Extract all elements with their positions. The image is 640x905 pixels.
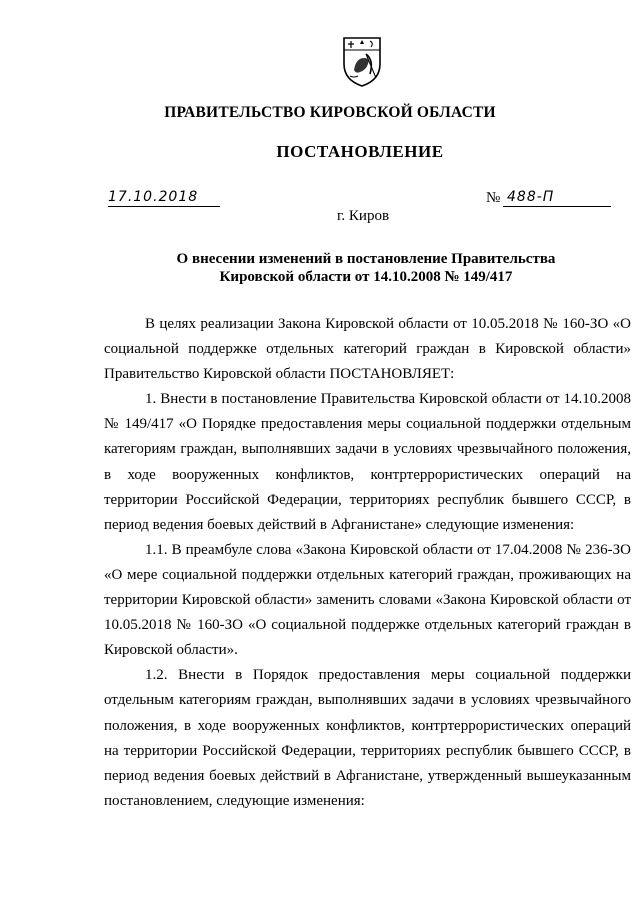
document-title [0,250,640,286]
paragraph-preamble: В целях реализации Закона Кировской области от 10.05.2018 № 160-ЗО «О социальной поддержке отдельных категорий граждан в Кировской области» Правительство Кировской области ПОСТАНОВЛЯЕТ: [104,316,631,383]
paragraph-item-1-1: 1.1. В преамбуле слова «Закона Кировской области от 17.04.2008 № 236-ЗО «О мере социальной поддержки отдельных категорий граждан, проживающих на территории Кировской области» заменить словами «Закона Кировской области от 10.05.2018 № 160-ЗО «О социальной поддержке отдельных категорий граждан в Кировской области». [104,541,631,659]
document-type: ПОСТАНОВЛЕНИЕ [276,142,444,161]
city: г. Киров [336,208,390,224]
paragraph-item-1-2: 1.2. Внести в Порядок предоставления меры социальной поддержки отдельным категориям граждан, выполнявших задачи в условиях чрезвычайного положения, в ходе вооруженных конфликтов, контртеррористических операций на территории Российской Федерации, территориях республик бывшего СССР, в период ведения боевых действий в Афганистане, утвержденный вышеуказанным постановлением, следующие изменения: [104,667,631,809]
title-line-2: Кировской области от 14.10.2008 № 149/417 [219,269,513,285]
paragraph-item-1: 1. Внести в постановление Правительства Кировской области от 14.10.2008 № 149/417 «О Порядке предоставления меры социальной поддержки отдельным категориям граждан, выполнявших задачи в условиях чрезвычайного положения, в ходе вооруженных конфликтов, контртеррористических операций на территории Российской Федерации, территориях республик бывшего СССР, в период ведения боевых действий в Афганистане» следующие изменения: [104,391,631,533]
document-number: 488-П [503,188,611,207]
document-body [104,312,631,814]
organization-name: ПРАВИТЕЛЬСТВО КИРОВСКОЙ ОБЛАСТИ [164,104,496,121]
number-label: № [486,190,501,206]
document-date: 17.10.2018 [108,188,220,207]
title-line-1: О внесении изменений в постановление Правительства [176,251,556,267]
coat-of-arms-icon [340,34,384,88]
